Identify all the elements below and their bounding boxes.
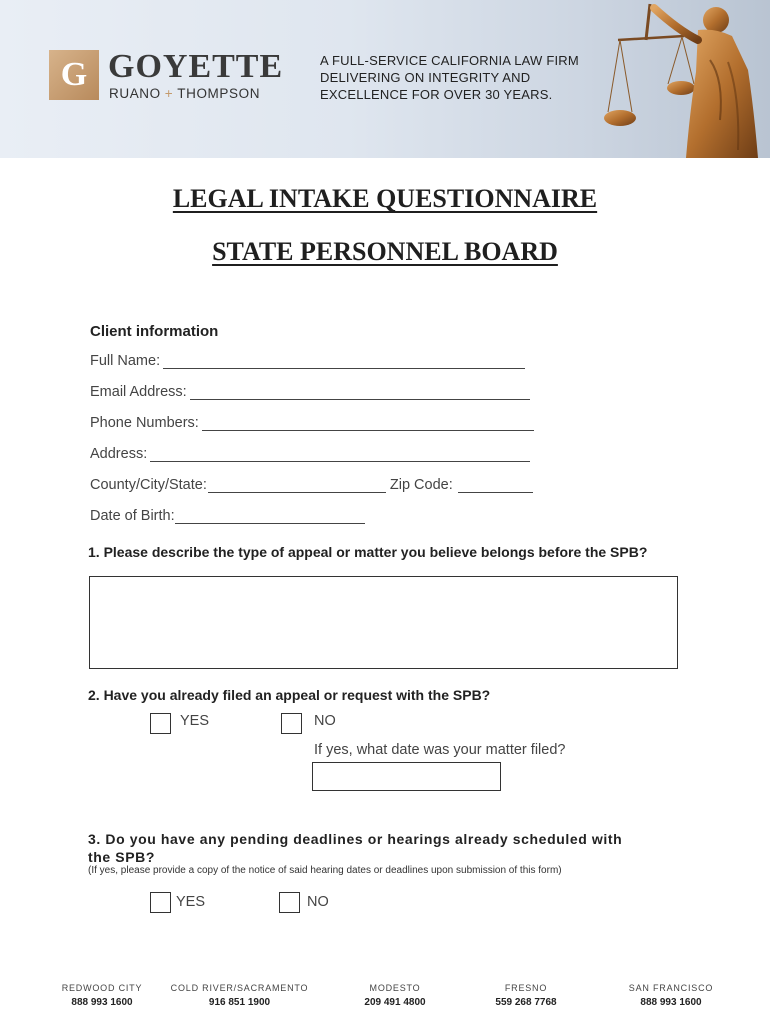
firm-sub-name	[109, 86, 260, 101]
document-title: LEGAL INTAKE QUESTIONNAIRE	[172, 184, 598, 213]
office-city: SAN FRANCISCO	[628, 983, 714, 993]
header-banner	[0, 0, 770, 158]
question-3-note: (If yes, please provide a copy of the notice of said hearing dates or deadlines upon submission of this form)	[88, 865, 562, 876]
office-redwood-city	[52, 983, 152, 1008]
email-field[interactable]	[190, 386, 530, 400]
firm-logo-mark: G	[49, 50, 99, 100]
q3-no-checkbox[interactable]	[279, 892, 300, 913]
zip-label: Zip Code:	[389, 477, 453, 493]
firm-sub-plus: +	[164, 86, 174, 101]
q2-no-label: NO	[314, 713, 336, 729]
office-modesto	[345, 983, 445, 1008]
office-fresno	[476, 983, 576, 1008]
email-label: Email Address:	[90, 384, 187, 400]
full-name-row	[90, 353, 525, 369]
phone-row	[90, 415, 534, 431]
office-phone: 888 993 1600	[640, 997, 702, 1008]
phone-field[interactable]	[202, 417, 534, 431]
office-city: MODESTO	[369, 983, 421, 993]
question-1-answer-box[interactable]	[89, 576, 678, 669]
dob-row	[90, 508, 365, 524]
office-cold-river-sacramento	[162, 983, 317, 1008]
question-1: 1. Please describe the type of appeal or matter you believe belongs before the SPB?	[88, 544, 648, 560]
q2-yes-checkbox[interactable]	[150, 713, 171, 734]
address-field[interactable]	[150, 448, 530, 462]
q2-yes-label: YES	[180, 713, 210, 729]
q3-yes-label: YES	[176, 894, 206, 910]
county-zip-row	[90, 477, 533, 493]
dob-field[interactable]	[175, 510, 365, 524]
q2-no-checkbox[interactable]	[281, 713, 302, 734]
office-city: REDWOOD CITY	[61, 983, 143, 993]
office-city: FRESNO	[504, 983, 548, 993]
county-field[interactable]	[208, 479, 386, 493]
document-subtitle: STATE PERSONNEL BOARD	[212, 237, 558, 266]
firm-name: GOYETTE	[108, 48, 284, 85]
dob-label: Date of Birth:	[90, 508, 175, 524]
office-phone: 916 851 1900	[208, 997, 271, 1008]
firm-tagline: A FULL-SERVICE CALIFORNIA LAW FIRM DELIVERING ON INTEGRITY AND EXCELLENCE FOR OVER 30 YEARS.	[320, 53, 579, 102]
client-info-heading: Client information	[90, 323, 219, 340]
full-name-field[interactable]	[163, 355, 525, 369]
office-san-francisco	[616, 983, 726, 1008]
phone-label: Phone Numbers:	[90, 415, 199, 431]
zip-field[interactable]	[458, 479, 533, 493]
q2-filed-date-field[interactable]	[312, 762, 501, 791]
q3-yes-checkbox[interactable]	[150, 892, 171, 913]
lady-justice-statue-icon	[598, 0, 770, 158]
firm-sub-right: THOMPSON	[177, 86, 261, 101]
q2-followup-label: If yes, what date was your matter filed?	[314, 742, 566, 758]
office-phone: 888 993 1600	[71, 997, 133, 1008]
office-city: COLD RIVER/SACRAMENTO	[170, 983, 309, 993]
office-phone: 559 268 7768	[495, 997, 557, 1008]
county-label: County/City/State:	[90, 477, 207, 493]
email-row	[90, 384, 530, 400]
address-label: Address:	[90, 446, 148, 462]
office-phone: 209 491 4800	[364, 997, 426, 1008]
question-2: 2. Have you already filed an appeal or request with the SPB?	[88, 687, 491, 703]
q3-no-label: NO	[307, 894, 329, 910]
question-3: 3. Do you have any pending deadlines or hearings already scheduled with the SPB?	[88, 831, 623, 865]
full-name-label: Full Name:	[90, 353, 161, 369]
firm-sub-left: RUANO	[109, 86, 161, 101]
address-row	[90, 446, 530, 462]
